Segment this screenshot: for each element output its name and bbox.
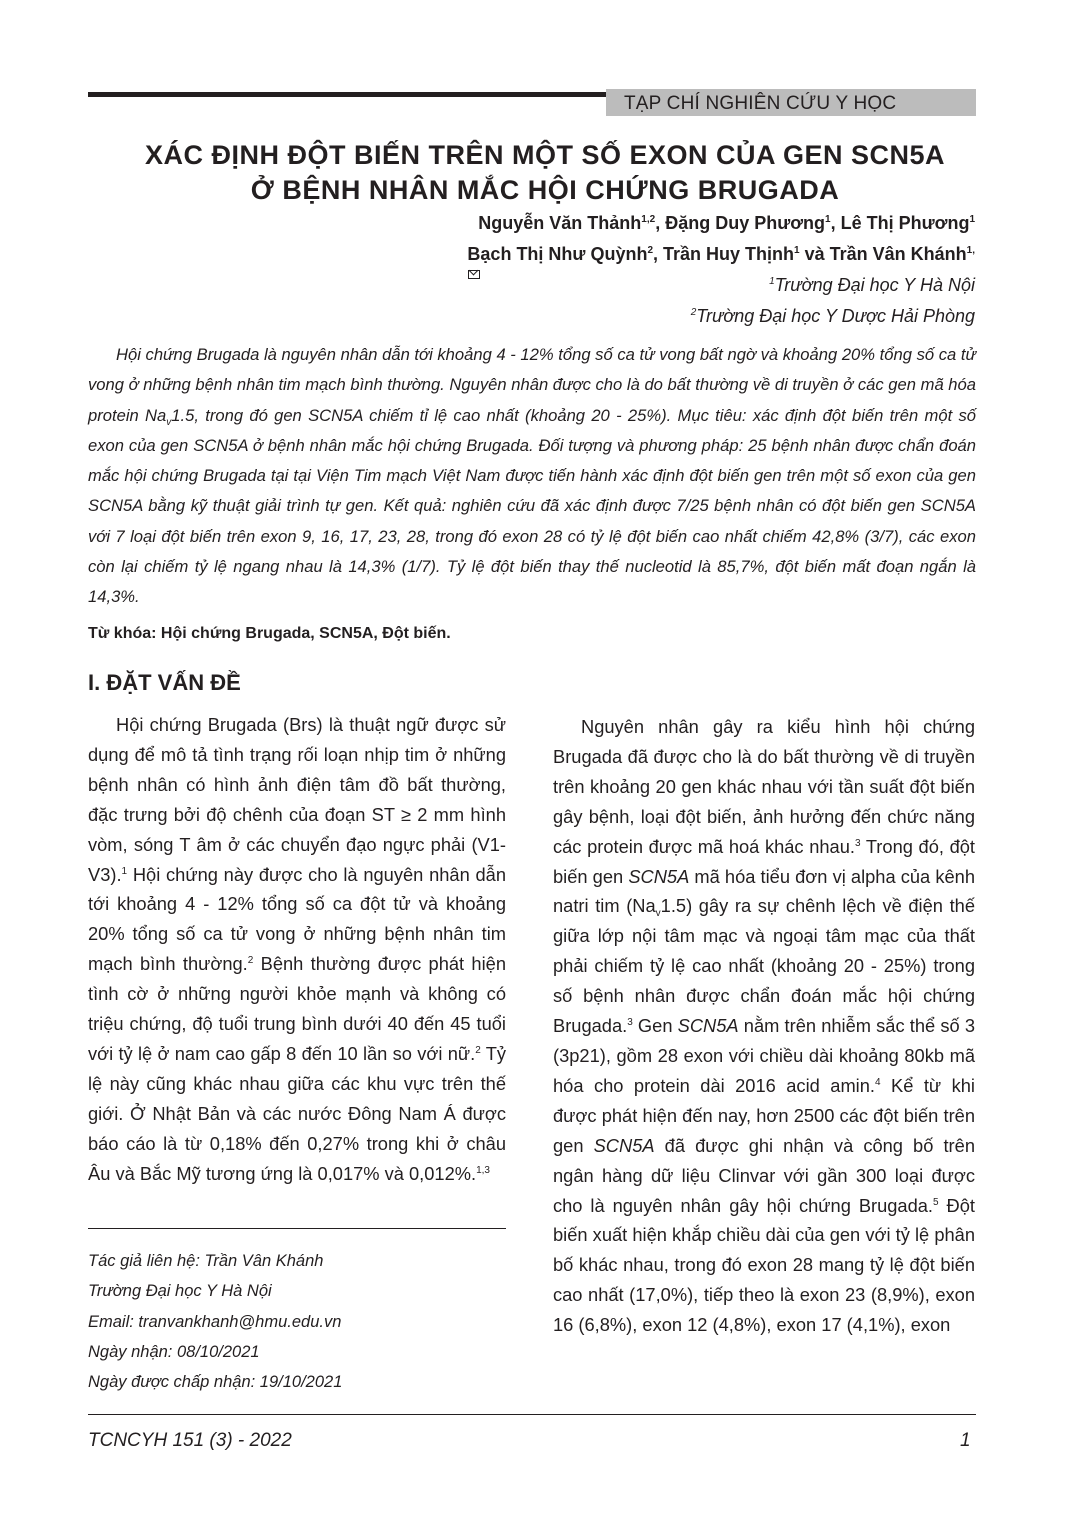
body-text: Đột biến xuất hiện khắp chiều dài của gen với tỷ lệ phân bố khác nhau, trong đó exon 28 mang tỷ lệ đột biến cao nhất (17,0%), tiếp theo là exon 23 (8,9%), exon 16 (6,8%), exon 12 (4,8%), exon 17 (4,1%), exon [553,1194,975,1336]
journal-citation: TCNCYH 151 (3) - 2022 [88,1430,292,1451]
affiliation-number: 1 [769,276,775,287]
body-text: nằm trên nhiễm sắc thể số 3 (3p21), gồm 28 exon với chiều dài khoảng 80kb mã hóa cho protein dài 2016 acid amin. [553,1015,975,1096]
keywords: Từ khóa: Hội chứng Brugada, SCN5A, Đột biến. [88,625,451,642]
accepted-date: Ngày được chấp nhận: 19/10/2021 [88,1373,343,1392]
header-rule [88,92,606,97]
author-name: , Lê Thị Phương [830,213,970,233]
author-affiliation-mark: 1 [969,214,975,225]
article-title [40,138,1050,208]
author-affiliation-mark: 2 [647,245,654,256]
subscript: v [166,416,172,428]
column-right [553,712,975,1340]
author-affiliation-mark: 1,2 [641,214,656,225]
abstract-text: Hội chứng Brugada là nguyên nhân dẫn tới khoảng 4 - 12% tổng số ca tử vong bất ngờ và khoảng 20% tổng số ca tử vong ở những bệnh nhân tim mạch bình thường. Nguyên nhân được cho là do bất thường về di truyền ở các gen mã hóa protein Na [88,345,976,425]
author-list [467,208,975,279]
author-name: , Đặng Duy Phương [655,213,826,233]
body-text: Hội chứng Brugada (Brs) là thuật ngữ được sử dụng để mô tả tình trạng rối loạn nhịp tim ở những bệnh nhân có hình ảnh điện tâm đồ bất thường, đặc trưng bởi độ chênh của đoạn ST ≥ 2 mm hình vòm, sóng T âm ở các chuyển đạo ngực phải (V1-V3). [88,714,506,885]
correspondence-notes [88,1246,342,1397]
received-date: Ngày nhận: 08/10/2021 [88,1342,260,1361]
paragraph [553,712,975,1340]
affiliation-text: Trường Đại học Y Dược Hải Phòng [696,306,975,326]
affiliation-text: Trường Đại học Y Hà Nội [774,275,975,295]
affiliation-1 [769,270,975,301]
author-name: Nguyễn Văn Thảnh [478,213,642,233]
citation: 1 [121,865,128,877]
body-text: 1.5) gây ra sự chênh lệch về điện thế giữa lớp nội tâm mạc và ngoại tâm mạc của thất phải chiếm tỷ lệ cao nhất (khoảng 20 - 25%) trong số bệnh nhân được chẩn đoán mắc hội chứng Brugada. [553,895,975,1037]
corresponding-author: Tác giả liên hệ: Trần Vân Khánh [88,1252,324,1270]
citation: 1,3 [476,1164,490,1176]
abstract [88,340,976,613]
subscript: v [655,908,661,920]
affiliation-2 [691,301,975,332]
title-line-2: Ở BỆNH NHÂN MẮC HỘI CHỨNG BRUGADA [250,175,840,205]
author-line-1 [467,208,975,239]
gene-name: SCN5A [593,1134,655,1156]
citation: 2 [475,1044,481,1056]
author-affiliation-mark: 1 [794,245,800,256]
body-text: Trong đó, đột biến gen [553,835,975,887]
body-text: Tỷ lệ này cũng khác nhau giữa các khu vực trên thế giới. Ở Nhật Bản và các nước Đông Nam Á được báo cáo là từ 0,18% đến 0,27% trong khi ở châu Âu và Bắc Mỹ tương ứng là 0,017% và 0,012%. [88,1042,507,1184]
journal-header: TẠP CHÍ NGHIÊN CỨU Y HỌC [606,89,976,116]
citation: 2 [247,955,254,967]
body-text: Kể từ khi được phát hiện đến nay, hơn 2500 các đột biến trên gen [553,1074,975,1156]
citation: 4 [874,1076,881,1088]
body-text: Hội chứng này được cho là nguyên nhân dẫn tới khoảng 4 - 12% tổng số ca đột tử và khoảng 20% tổng số ca tử vong ở những bệnh nhân tim mạch bình thường. [88,863,506,975]
author-affiliation-mark: 1, [966,245,975,256]
body-text: Bệnh thường được phát hiện tình cờ ở những người khỏe mạnh và không có triệu chứng, độ tuổi trung bình dưới 40 đến 45 tuổi với tỷ lệ ở nam cao gấp 8 đến 10 lần so với nữ. [88,953,506,1064]
abstract-text: 1.5, trong đó gen SCN5A chiếm tỉ lệ cao nhất (khoảng 20 - 25%). Mục tiêu: xác định đột biến trên một số exon của gen SCN5A ở bệnh nhân mắc hội chứng Brugada. Đối tượng và phương pháp: 25 bệnh nhân được chẩn đoán mắc hội chứng Brugada tại tại Viện Tim mạch Việt Nam được tiến hành xác định đột biến gen trên một số exon của gen SCN5A bằng kỹ thuật giải trình tự gen. Kết quả: nghiên cứu đã xác định được 7/25 bệnh nhân có đột biến gen SCN5A với 7 loại đột biến trên exon 9, 16, 17, 23, 28, trong đó exon 28 có tỷ lệ đột biến cao nhất chiếm 42,8% (3/7), các exon còn lại chiếm tỷ lệ ngang nhau là 14,3% (1/7). Tỷ lệ đột biến thay thế nucleotid là 85,7%, đột biến mất đoạn ngắn là 14,3%. [88,405,976,607]
body-text: Nguyên nhân gây ra kiểu hình hội chứng Brugada đã được cho là do bất thường về di truyền trên khoảng 20 gen khác nhau với tần suất đột biến gây bệnh, loại đột biến, ảnh hưởng đến chức năng các protein được mã hoá khác nhau. [553,716,975,857]
body-text: mã hóa tiểu đơn vị alpha của kênh natri tim (Na [553,865,975,917]
author-affiliation-mark: 1 [825,214,831,225]
citation: 3 [854,837,861,849]
gene-name: SCN5A [628,865,690,887]
author-name: , Trần Huy Thịnh [653,244,795,264]
author-name: và Trần Vân Khánh [799,244,967,264]
page-number: 1 [960,1430,971,1451]
citation: 3 [627,1017,633,1029]
envelope-icon [468,270,480,279]
paragraph [88,710,506,1189]
corresponding-email: Email: tranvankhanh@hmu.edu.vn [88,1312,342,1331]
footnote-rule [88,1228,506,1229]
citation: 5 [933,1196,939,1208]
column-left [88,710,506,1189]
corresponding-institution: Trường Đại học Y Hà Nội [88,1282,272,1301]
author-name: Bạch Thị Như Quỳnh [467,244,648,264]
gene-name: SCN5A [677,1015,739,1037]
title-line-1: XÁC ĐỊNH ĐỘT BIẾN TRÊN MỘT SỐ EXON CỦA GEN SCN5A [144,140,946,170]
section-heading: I. ĐẶT VẤN ĐỀ [88,670,241,695]
affiliation-number: 2 [690,307,697,318]
footer-rule [88,1414,976,1415]
body-text: đã được ghi nhận và công bố trên ngân hàng dữ liệu Clinvar với gần 300 loại được cho là nguyên nhân gây hội chứng Brugada. [553,1134,975,1216]
body-text: Gen [632,1015,678,1037]
